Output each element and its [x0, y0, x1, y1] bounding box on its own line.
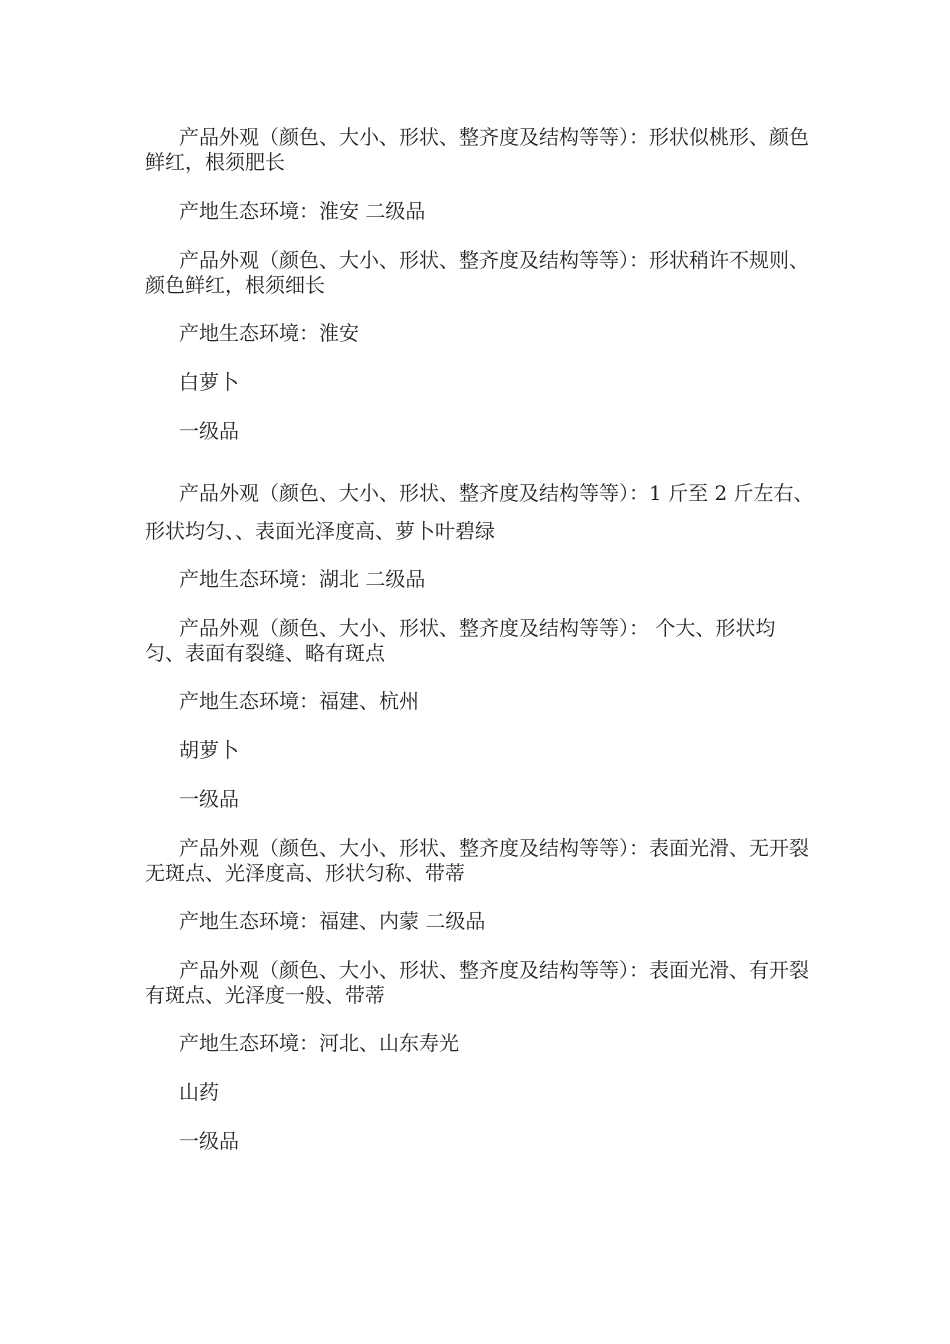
paragraph-origin-1: 产地生态环境：淮安 二级品: [179, 199, 426, 223]
paragraph-appearance-2: 产品外观（颜色、大小、形状、整齐度及结构等等）：形状稍许不规则、颜色鲜红，根须细长: [145, 248, 809, 297]
paragraph-appearance-1: 产品外观（颜色、大小、形状、整齐度及结构等等）：形状似桃形、颜色鲜红，根须肥长: [145, 125, 809, 174]
paragraph-grade-3: 一级品: [179, 1129, 239, 1153]
paragraph-heading-white-radish: 白萝卜: [179, 370, 239, 394]
paragraph-appearance-6: 产品外观（颜色、大小、形状、整齐度及结构等等）：表面光滑、有开裂有斑点、光泽度一般、带蒂: [145, 958, 809, 1007]
paragraph-origin-2: 产地生态环境：淮安: [179, 321, 359, 345]
paragraph-appearance-4: 产品外观（颜色、大小、形状、整齐度及结构等等）： 个大、形状均匀、表面有裂缝、略有斑点: [145, 616, 776, 665]
paragraph-grade-1: 一级品: [179, 419, 239, 443]
paragraph-origin-4: 产地生态环境：福建、杭州: [179, 689, 419, 713]
paragraph-origin-3: 产地生态环境：湖北 二级品: [179, 567, 426, 591]
paragraph-heading-yam: 山药: [179, 1080, 219, 1104]
paragraph-heading-carrot: 胡萝卜: [179, 738, 239, 762]
paragraph-appearance-5: 产品外观（颜色、大小、形状、整齐度及结构等等）：表面光滑、无开裂无斑点、光泽度高、形状匀称、带蒂: [145, 836, 809, 885]
paragraph-origin-6: 产地生态环境：河北、山东寿光: [179, 1031, 459, 1055]
paragraph-origin-5: 产地生态环境：福建、内蒙 二级品: [179, 909, 486, 933]
paragraph-appearance-3: 产品外观（颜色、大小、形状、整齐度及结构等等）：1 斤至 2 斤左右、形状均匀、、表面光泽度高、萝卜叶碧绿: [145, 481, 814, 543]
paragraph-grade-2: 一级品: [179, 787, 239, 811]
